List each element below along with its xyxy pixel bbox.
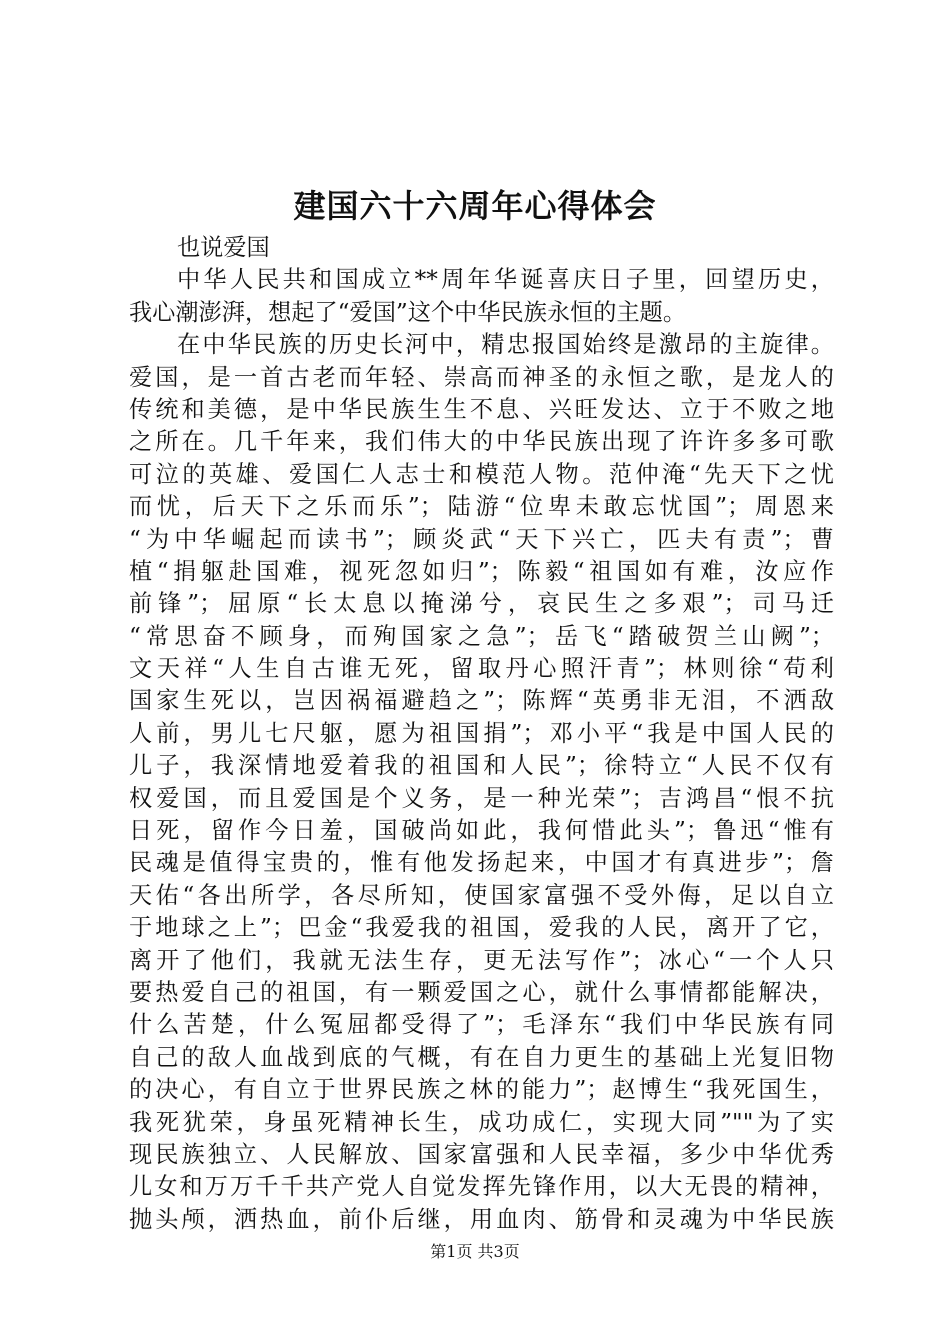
text-line: 什么苦楚，什么冤屈都受得了”；毛泽东“我们中华民族有同 (129, 1011, 834, 1039)
text-line: “为中华崛起而读书”；顾炎武“天下兴亡，匹夫有责”；曹 (129, 525, 834, 553)
text-line: 也说爱国 (177, 234, 270, 261)
text-line: 在中华民族的历史长河中，精忠报国始终是激昂的主旋律。 (177, 331, 834, 359)
text-line: 的决心，有自立于世界民族之林的能力”；赵博生“我死国生， (129, 1076, 834, 1104)
text-line: 传统和美德，是中华民族生生不息、兴旺发达、立于不败之地 (129, 395, 834, 423)
text-line: 天佑“各出所学，各尽所知，使国家富强不受外侮，足以自立 (129, 881, 834, 909)
text-line: 中华人民共和国成立**周年华诞喜庆日子里，回望历史， (177, 266, 834, 294)
text-line: 现民族独立、人民解放、国家富强和人民幸福，多少中华优秀 (129, 1140, 834, 1168)
document-title: 建国六十六周年心得体会 (293, 187, 657, 225)
text-line: 日死，留作今日羞，国破尚如此，我何惜此头”；鲁迅“惟有 (129, 817, 834, 845)
text-line: 我死犹荣，身虽死精神长生，成功成仁，实现大同”""为了实 (129, 1108, 834, 1136)
text-line: 之所在。几千年来，我们伟大的中华民族出现了许许多多可歌 (129, 428, 834, 456)
text-line: 离开了他们，我就无法生存，更无法写作”；冰心“一个人只 (129, 946, 834, 974)
text-line: 植“捐躯赴国难，视死忽如归”；陈毅“祖国如有难，汝应作 (129, 557, 834, 585)
text-line: 文天祥“人生自古谁无死，留取丹心照汗青”；林则徐“苟利 (129, 655, 834, 683)
text-line: 前锋”；屈原“长太息以掩涕兮，哀民生之多艰”；司马迁 (129, 590, 834, 618)
document-body (129, 232, 834, 1236)
text-line: “常思奋不顾身，而殉国家之急”；岳飞“踏破贺兰山阙”； (129, 622, 834, 650)
text-line: 人前，男儿七尺躯，愿为祖国捐”；邓小平“我是中国人民的 (129, 719, 834, 747)
text-line: 要热爱自己的祖国，有一颗爱国之心，就什么事情都能解决， (129, 978, 834, 1006)
text-line: 于地球之上”；巴金“我爱我的祖国，爱我的人民，离开了它， (129, 914, 834, 942)
page-footer: 第1页 共3页 (430, 1242, 520, 1261)
text-line: 权爱国，而且爱国是个义务，是一种光荣”；吉鸿昌“恨不抗 (129, 784, 834, 812)
text-line: 国家生死以，岂因祸福避趋之”；陈辉“英勇非无泪，不洒敌 (129, 687, 834, 715)
text-line: 儿女和万万千千共产党人自觉发挥先锋作用，以大无畏的精神， (129, 1173, 834, 1201)
text-line: 可泣的英雄、爱国仁人志士和模范人物。范仲淹“先天下之忧 (129, 460, 834, 488)
text-line: 我心潮澎湃，想起了“爱国”这个中华民族永恒的主题。 (129, 298, 687, 326)
text-line: 儿子，我深情地爱着我的祖国和人民”；徐特立“人民不仅有 (129, 752, 834, 780)
text-line: 抛头颅，洒热血，前仆后继，用血肉、筋骨和灵魂为中华民族 (129, 1205, 834, 1233)
text-line: 自己的敌人血战到底的气概，有在自力更生的基础上光复旧物 (129, 1043, 834, 1071)
text-line: 而忧，后天下之乐而乐”；陆游“位卑未敢忘忧国”；周恩来 (129, 493, 834, 521)
text-line: 民魂是值得宝贵的，惟有他发扬起来，中国才有真进步”；詹 (129, 849, 834, 877)
text-line: 爱国，是一首古老而年轻、崇高而神圣的永恒之歌，是龙人的 (129, 363, 834, 391)
